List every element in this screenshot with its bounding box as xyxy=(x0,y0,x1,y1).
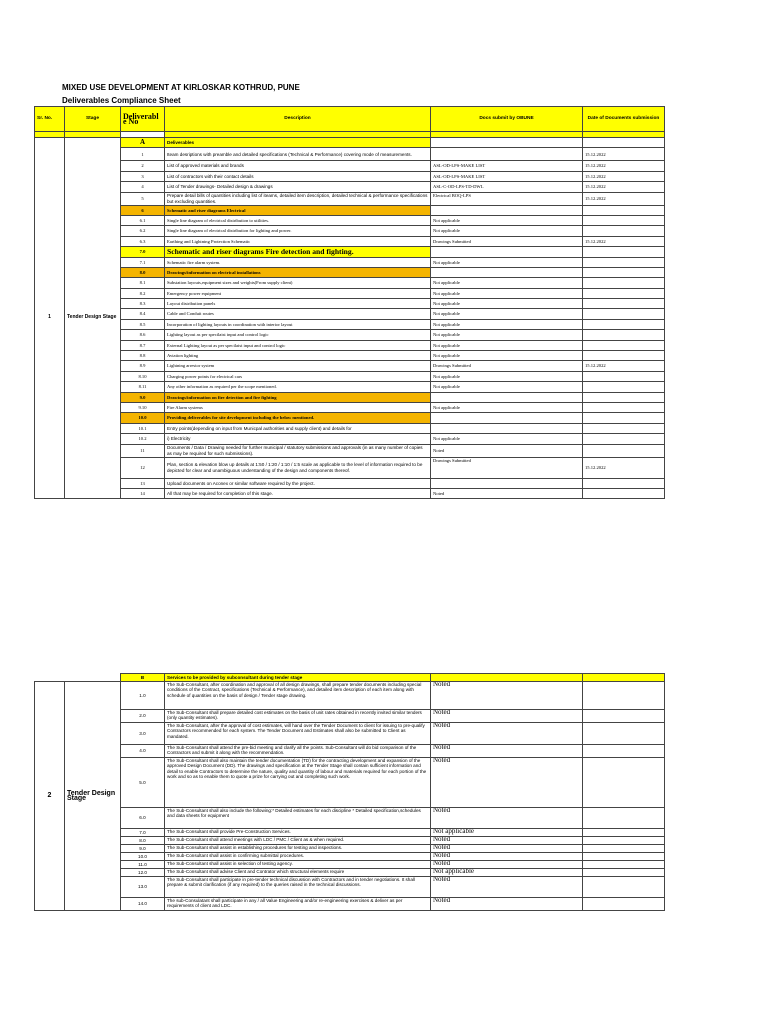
description-cell: Single line diagram of electrical distribution to utilities. xyxy=(165,215,431,225)
section-b-header-row xyxy=(35,674,665,682)
table-row xyxy=(35,205,665,215)
docs-cell xyxy=(431,138,583,148)
description-cell: Layout distribution panels xyxy=(165,299,431,309)
date-cell xyxy=(583,877,665,898)
section-b-title: Services to be provided by subconsultant during tender stage xyxy=(165,674,431,682)
docs-cell: Not applicable xyxy=(431,288,583,298)
docs-cell: Not applicable xyxy=(431,309,583,319)
description-cell: The Sub-Consultant shall advise Client and Contrator which structural elements require xyxy=(165,869,431,877)
docs-cell: Not applicable xyxy=(431,226,583,236)
table-row xyxy=(35,829,665,837)
table-row xyxy=(35,340,665,350)
description-cell: Iteam desriptions with preamble and detailed specifications (Technical & Performance) covering mode of measurements. xyxy=(165,148,431,161)
description-cell: The Sub-Consultant shall participate in pre-tender technical discussion with Contractors and in tender negotiations. It shall prepare & submit clarification (if any required) to the queries raised in the technical discussions. xyxy=(165,877,431,898)
description-cell: i) Electricity xyxy=(165,434,431,444)
deliverable-no-cell: 11 xyxy=(121,444,165,457)
date-cell xyxy=(583,382,665,392)
table-row xyxy=(35,138,665,148)
table-row xyxy=(35,758,665,808)
description-cell: Substation layouts,equipment sizes and weights(From supply client) xyxy=(165,278,431,288)
date-cell xyxy=(583,138,665,148)
date-cell xyxy=(583,861,665,869)
deliverable-no-cell: 5 xyxy=(121,192,165,205)
deliverable-no-cell: 2 xyxy=(121,161,165,171)
table-row xyxy=(35,861,665,869)
docs-cell: Not applicable xyxy=(431,257,583,267)
description-cell: Schematic and riser diagrams Fire detection and fighting. xyxy=(165,247,431,257)
table-row xyxy=(35,226,665,236)
deliverable-no-cell: 6.2 xyxy=(121,226,165,236)
description-cell: The Sub-Consultant shall attend the pre-bid meeting and clarify all the points. Sub-Consultant will do bid comparison of the Contractors and submit it along with the recommendation. xyxy=(165,745,431,758)
description-cell: Documents / Data / Drawing needed for further municipal / statutory submissions and approvals (in as many number of copies as may be required for such submissions). xyxy=(165,444,431,457)
docs-cell: Not applicable xyxy=(431,434,583,444)
docs-cell: ASL-C-OD-LPS-TD-DWL xyxy=(431,182,583,192)
description-cell: The sub-Consulatant shall participate in any / all Value Engineering and/or re-engineering exercises & deliver as per requirements of client and LDC. xyxy=(165,898,431,911)
date-cell xyxy=(583,247,665,257)
deliverable-no-cell: A xyxy=(121,138,165,148)
services-table xyxy=(34,673,665,911)
date-cell xyxy=(583,745,665,758)
deliverable-no-cell: 2.0 xyxy=(121,710,165,723)
date-cell xyxy=(583,402,665,412)
table-row xyxy=(35,710,665,723)
description-cell: Lightning arrestor system xyxy=(165,361,431,371)
date-cell xyxy=(583,837,665,845)
date-cell xyxy=(583,413,665,423)
table-row xyxy=(35,247,665,257)
docs-cell: Not applicable xyxy=(431,351,583,361)
document-title: MIXED USE DEVELOPMENT AT KIRLOSKAR KOTHRUD, PUNE xyxy=(62,83,300,92)
table-row xyxy=(35,351,665,361)
description-cell: Drawings/information on fire detection and fire fighting xyxy=(165,392,431,402)
date-cell: 15.12.2022 xyxy=(583,236,665,246)
description-cell: Entry points(depending on input from Municpal authorities and supply client) and details for xyxy=(165,423,431,433)
table-row xyxy=(35,869,665,877)
table-header-row xyxy=(35,107,665,132)
table-row xyxy=(35,413,665,423)
deliverable-no-cell: 12.0 xyxy=(121,869,165,877)
deliverable-no-cell: 9.10 xyxy=(121,402,165,412)
date-cell xyxy=(583,829,665,837)
deliverable-no-cell: 8.1 xyxy=(121,278,165,288)
description-cell: List of contractors with their contact details xyxy=(165,171,431,181)
table-row xyxy=(35,161,665,171)
description-cell: Charging power points for electrical cars xyxy=(165,371,431,381)
date-cell xyxy=(583,488,665,498)
deliverable-no-cell: 1 xyxy=(121,148,165,161)
deliverable-no-cell: 10.0 xyxy=(121,853,165,861)
docs-cell: Not applicable xyxy=(431,215,583,225)
date-cell xyxy=(583,682,665,710)
description-cell: List of Tender drawings- Detailed design & drawings xyxy=(165,182,431,192)
document-subtitle: Deliverables Compliance Sheet xyxy=(62,96,181,105)
date-cell xyxy=(583,758,665,808)
date-cell xyxy=(583,898,665,911)
description-cell: The Sub-Consultant shall assist in selection of testing agency. xyxy=(165,861,431,869)
deliverable-no-cell: 14.0 xyxy=(121,898,165,911)
description-cell: Deliverables xyxy=(165,138,431,148)
docs-cell: Noted xyxy=(431,853,583,861)
deliverable-no-cell: 6.0 xyxy=(121,808,165,829)
table-row xyxy=(35,402,665,412)
date-cell xyxy=(583,330,665,340)
date-cell xyxy=(583,319,665,329)
date-cell: 15.12.2022 xyxy=(583,182,665,192)
deliverable-no-cell: 8.7 xyxy=(121,340,165,350)
table-row xyxy=(35,182,665,192)
section-b-letter: B xyxy=(121,674,165,682)
table-row xyxy=(35,457,665,478)
table-row xyxy=(35,488,665,498)
deliverable-no-cell: 13 xyxy=(121,478,165,488)
table-row xyxy=(35,898,665,911)
docs-cell xyxy=(431,423,583,433)
deliverable-no-cell: 4.0 xyxy=(121,745,165,758)
deliverable-no-cell: 14 xyxy=(121,488,165,498)
date-cell: 15.12.2022 xyxy=(583,148,665,161)
description-cell: Lighting layout as per specilaist input and control logic xyxy=(165,330,431,340)
docs-cell xyxy=(431,478,583,488)
table-row xyxy=(35,723,665,745)
date-cell: 15.12.2022 xyxy=(583,361,665,371)
docs-cell: Not applicable xyxy=(431,382,583,392)
docs-cell xyxy=(431,148,583,161)
date-cell xyxy=(583,299,665,309)
table-row xyxy=(35,845,665,853)
docs-cell: Noted xyxy=(431,488,583,498)
date-cell: 15.12.2022 xyxy=(583,457,665,478)
table-row xyxy=(35,423,665,433)
table-row xyxy=(35,171,665,181)
description-cell: Prepare detail bills of quantities including list of iteams, detailed item description, detailed technical & performance specifications but excluding quantities. xyxy=(165,192,431,205)
deliverable-no-cell: 1.0 xyxy=(121,682,165,710)
table-row xyxy=(35,288,665,298)
table-row xyxy=(35,853,665,861)
deliverable-no-cell: 8.3 xyxy=(121,299,165,309)
description-cell: Schematic and riser diagrams Electrical xyxy=(165,205,431,215)
docs-cell xyxy=(431,205,583,215)
description-cell: Fire Alarm systems xyxy=(165,402,431,412)
docs-cell: Not applicable xyxy=(431,319,583,329)
date-cell xyxy=(583,845,665,853)
date-cell xyxy=(583,392,665,402)
date-cell xyxy=(583,351,665,361)
description-cell: Drawings/information on electrical installations xyxy=(165,267,431,277)
deliverable-no-cell: 4 xyxy=(121,182,165,192)
table-row xyxy=(35,361,665,371)
deliverable-no-cell: 6.1 xyxy=(121,215,165,225)
date-cell xyxy=(583,423,665,433)
table-row xyxy=(35,192,665,205)
description-cell: Plan, section & elevation blow up details at 1:50 / 1:20 / 1:10 / 1:5 scale as applicable to the level of information required to be depicted for clear and unambiguous understanding of the design and components thereof. xyxy=(165,457,431,478)
header-deliverable: Deliverable No xyxy=(121,107,165,132)
deliverable-no-cell: 9.0 xyxy=(121,845,165,853)
deliverable-no-cell: 13.0 xyxy=(121,877,165,898)
table-row xyxy=(35,434,665,444)
date-cell xyxy=(583,309,665,319)
deliverable-no-cell: 11.0 xyxy=(121,861,165,869)
description-cell: Emergency power equipment xyxy=(165,288,431,298)
table-row xyxy=(35,808,665,829)
date-cell xyxy=(583,869,665,877)
deliverable-no-cell: 8.11 xyxy=(121,382,165,392)
date-cell xyxy=(583,723,665,745)
deliverable-no-cell: 8.6 xyxy=(121,330,165,340)
date-cell: 15.12.2022 xyxy=(583,192,665,205)
date-cell xyxy=(583,267,665,277)
description-cell: The Sub-Consultant shall also include the following:* Detailed estimates for each discipline * Detailed specification,schedules and data sheets for equipment xyxy=(165,808,431,829)
header-date: Date of Documents submission xyxy=(583,107,665,132)
deliverable-no-cell: 10.0 xyxy=(121,413,165,423)
date-cell xyxy=(583,808,665,829)
table-row xyxy=(35,278,665,288)
header-stage: Stage xyxy=(65,107,121,132)
description-cell: The Sub-Consultant shall attend meetings with LDC / PMC / Client as & when required. xyxy=(165,837,431,845)
header-description: Description xyxy=(165,107,431,132)
deliverable-no-cell: 6.3 xyxy=(121,236,165,246)
description-cell: The Sub-Consultant shall assist in confirming submittal procedures. xyxy=(165,853,431,861)
table-row xyxy=(35,330,665,340)
deliverable-no-cell: 8.4 xyxy=(121,309,165,319)
docs-cell: Noted xyxy=(431,723,583,745)
deliverable-no-cell: 8.0 xyxy=(121,837,165,845)
deliverable-no-cell: 7.0 xyxy=(121,829,165,837)
header-sr: Sr. No. xyxy=(35,107,65,132)
table-row xyxy=(35,745,665,758)
deliverable-no-cell: 5.0 xyxy=(121,758,165,808)
description-cell: The Sub-Consultant shall prepare detailed cost estimates on the basis of unit rates obtained in recently invited similar tenders (only quantity estimates). xyxy=(165,710,431,723)
docs-cell: Not applicable xyxy=(431,829,583,837)
docs-cell: Drawings Submitted xyxy=(431,361,583,371)
deliverable-no-cell: 8.0 xyxy=(121,267,165,277)
deliverables-table xyxy=(34,106,665,499)
deliverable-no-cell: 7.0 xyxy=(121,247,165,257)
deliverable-no-cell: 8.5 xyxy=(121,319,165,329)
docs-cell: Noted xyxy=(431,837,583,845)
table-row xyxy=(35,371,665,381)
description-cell: The Sub-Consultant shall provide Pre-Construction Services. xyxy=(165,829,431,837)
deliverable-no-cell: 3 xyxy=(121,171,165,181)
docs-cell: Drawings Submitted xyxy=(431,236,583,246)
docs-cell: Noted xyxy=(431,682,583,710)
date-cell xyxy=(583,278,665,288)
docs-cell: ASL-OD-LPS-MAKE LIST xyxy=(431,171,583,181)
description-cell: All that may be required for completion of this stage. xyxy=(165,488,431,498)
deliverable-no-cell: 8.8 xyxy=(121,351,165,361)
docs-cell: Noted xyxy=(431,745,583,758)
date-cell xyxy=(583,257,665,267)
deliverable-no-cell: 8.9 xyxy=(121,361,165,371)
description-cell: Single line diagram of electrical distribution for lighting and power. xyxy=(165,226,431,236)
date-cell: 15.12.2022 xyxy=(583,171,665,181)
table-row xyxy=(35,309,665,319)
docs-cell: Noted xyxy=(431,877,583,898)
docs-cell: Not applicable xyxy=(431,299,583,309)
stage-cell: Tender Design Stage xyxy=(65,682,121,911)
deliverable-no-cell: 8.2 xyxy=(121,288,165,298)
description-cell: External Lighting layout as per specilaist input and control logic xyxy=(165,340,431,350)
docs-cell: ASL-OD-LPS-MAKE LIST xyxy=(431,161,583,171)
table-row xyxy=(35,236,665,246)
description-cell: The Sub-Consultant, after the approval of cost estimates, will hand over the Tender Document to client for issuing to pre-qualify Contractors recommended for each system. The Tender Document and Estimates shall also be submitted to Client as mandated. xyxy=(165,723,431,745)
date-cell xyxy=(583,288,665,298)
date-cell xyxy=(583,371,665,381)
table-row xyxy=(35,682,665,710)
table-row xyxy=(35,319,665,329)
date-cell xyxy=(583,853,665,861)
date-cell xyxy=(583,434,665,444)
description-cell: Any other information as required per the scope mentioned. xyxy=(165,382,431,392)
docs-cell: Electrical BOQ-LPS xyxy=(431,192,583,205)
docs-cell: Noted xyxy=(431,444,583,457)
docs-cell: Not applicable xyxy=(431,330,583,340)
docs-cell: Noted xyxy=(431,845,583,853)
description-cell: Earthing and Lightning Protection Schematic xyxy=(165,236,431,246)
docs-cell: Drawings Submitted xyxy=(431,457,583,478)
deliverable-no-cell: 12 xyxy=(121,457,165,478)
docs-cell: Not applicable xyxy=(431,371,583,381)
deliverable-no-cell: 10.2 xyxy=(121,434,165,444)
description-cell: The Sub-Consultant shall assist in establishing procedures for testing and inspections. xyxy=(165,845,431,853)
sr-no-cell: 1 xyxy=(35,138,65,499)
table-row xyxy=(35,444,665,457)
deliverable-no-cell: 7.1 xyxy=(121,257,165,267)
date-cell xyxy=(583,215,665,225)
docs-cell: Not applicable xyxy=(431,340,583,350)
description-cell: Cable and Conduit routes xyxy=(165,309,431,319)
date-cell xyxy=(583,226,665,236)
docs-cell: Not applicable xyxy=(431,869,583,877)
description-cell: Aviation lighting xyxy=(165,351,431,361)
docs-cell: Not applicable xyxy=(431,278,583,288)
docs-cell xyxy=(431,247,583,257)
description-cell: Providing deliverables for site development including the below mentioned. xyxy=(165,413,431,423)
description-cell: List of approved materials and brands xyxy=(165,161,431,171)
deliverable-no-cell: 6 xyxy=(121,205,165,215)
docs-cell: Noted xyxy=(431,710,583,723)
docs-cell xyxy=(431,392,583,402)
description-cell: Incorporation of lighting layouts in coordination with interior layout xyxy=(165,319,431,329)
docs-cell: Noted xyxy=(431,898,583,911)
description-cell: The Sub-Consultant, after coordination and approval of all design drawings, shall prepare tender documents including special conditions of the Contract, specifications (Technical & Performance), and detailed item description of each item along with schedule of quantities on the basis of design / Tender stage drawing. xyxy=(165,682,431,710)
table-row xyxy=(35,877,665,898)
date-cell xyxy=(583,205,665,215)
table-row xyxy=(35,837,665,845)
docs-cell: Noted xyxy=(431,861,583,869)
table-row xyxy=(35,382,665,392)
docs-cell: Noted xyxy=(431,808,583,829)
table-row xyxy=(35,478,665,488)
deliverable-no-cell: 10.1 xyxy=(121,423,165,433)
description-cell: Schematic fire alarm system. xyxy=(165,257,431,267)
docs-cell xyxy=(431,267,583,277)
date-cell: 15.12.2022 xyxy=(583,161,665,171)
date-cell xyxy=(583,340,665,350)
table-row xyxy=(35,148,665,161)
date-cell xyxy=(583,444,665,457)
date-cell xyxy=(583,478,665,488)
docs-cell: Not applicable xyxy=(431,402,583,412)
deliverable-no-cell: 8.10 xyxy=(121,371,165,381)
deliverable-no-cell: 9.0 xyxy=(121,392,165,402)
table-row xyxy=(35,257,665,267)
docs-cell xyxy=(431,413,583,423)
stage-cell: Tender Design Stage xyxy=(65,138,121,499)
table-row xyxy=(35,267,665,277)
sr-no-cell: 2 xyxy=(35,682,65,911)
docs-cell: Noted xyxy=(431,758,583,808)
description-cell: Upload documents on Aconex or similar software required by the project. xyxy=(165,478,431,488)
table-row xyxy=(35,215,665,225)
description-cell: The Sub-Consultant shall also maintain the tender documentation (TD) for the contracting development and expansion of the approved Design Document (DD). The drawings and specification at the Tender Stage shall contain sufficient information and detail to enable Contractors to determine the nature, quality and quantity of labour and materials required for each portion of the work and so as to enable them to quote a prize for carrying out and completing such work. xyxy=(165,758,431,808)
table-row xyxy=(35,392,665,402)
table-row xyxy=(35,299,665,309)
date-cell xyxy=(583,710,665,723)
header-docs: Docs submit by OBUNE xyxy=(431,107,583,132)
deliverable-no-cell: 3.0 xyxy=(121,723,165,745)
